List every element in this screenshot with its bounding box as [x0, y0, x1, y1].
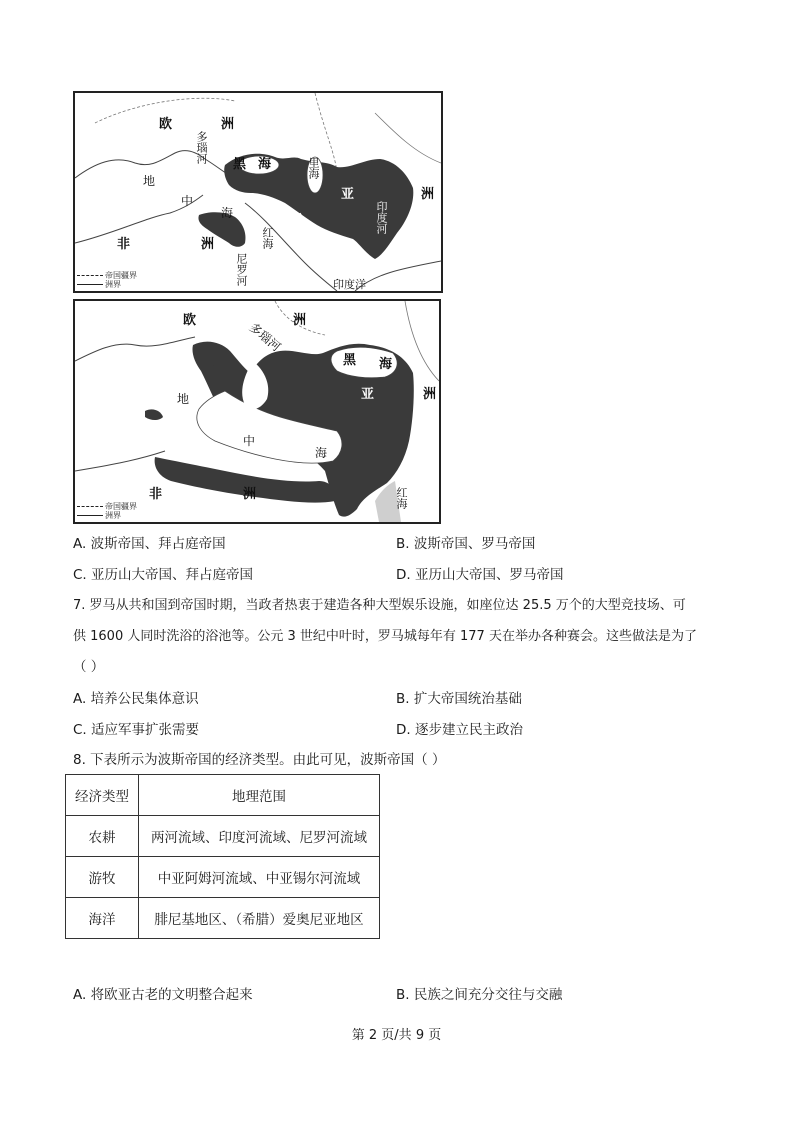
- q7-stem-line-2: 供 1600 人同时洗浴的浴池等。公元 3 世纪中叶时，罗马城每年有 177 天在举办各种赛会。这些做法是为了: [73, 629, 697, 644]
- map1-legend-continent: 洲界: [105, 280, 121, 289]
- map1-label-europe-2: 洲: [221, 117, 235, 132]
- map2-label-red-sea: 红海: [395, 487, 408, 509]
- table-header-row: [66, 775, 380, 816]
- table-cell: 腓尼基地区、（希腊）爱奥尼亚地区: [139, 898, 380, 939]
- q6-option-a: A. 波斯帝国、拜占庭帝国: [73, 536, 226, 552]
- map1-label-asia: 亚: [341, 187, 355, 202]
- map1-label-med-2: 中: [181, 194, 194, 208]
- table-cell: 游牧: [66, 857, 139, 898]
- map1-label-red-sea: 红海: [261, 227, 274, 249]
- table-cell: 农耕: [66, 816, 139, 857]
- map1-label-europe: 欧: [159, 117, 173, 132]
- table-row: [66, 816, 380, 857]
- page-number: 第 2 页/共 9 页: [351, 1028, 442, 1043]
- map1-label-nile: 尼罗河: [235, 253, 248, 286]
- map2-label-asia-2: 洲: [423, 387, 437, 402]
- table-row: [66, 898, 380, 939]
- map1-label-africa: 非: [117, 237, 131, 252]
- map2-label-asia: 亚: [361, 387, 375, 402]
- q7-option-a: A. 培养公民集体意识: [73, 691, 199, 707]
- map1-label-med-3: 海: [221, 206, 234, 220]
- map1-label-indian-ocean: 印度洋: [333, 278, 366, 291]
- q6-option-b: B. 波斯帝国、罗马帝国: [396, 536, 536, 552]
- map2-label-europe: 欧: [183, 313, 197, 328]
- map2-label-black-sea-2: 海: [379, 357, 393, 372]
- map2-legend: [77, 502, 137, 520]
- table-cell: 两河流域、印度河流域、尼罗河流域: [139, 816, 380, 857]
- map1-label-med: 地: [143, 174, 156, 188]
- map1-drawing: [75, 93, 441, 291]
- map1-label-indus: 印度河: [375, 201, 388, 234]
- economy-type-table: [65, 774, 380, 939]
- map1-label-danube: 多瑙河: [195, 131, 208, 164]
- map2-label-europe-2: 洲: [293, 313, 307, 328]
- q6-option-d: D. 亚历山大帝国、罗马帝国: [396, 567, 564, 583]
- q7-option-c: C. 适应军事扩张需要: [73, 722, 200, 738]
- q8-option-b: B. 民族之间充分交往与交融: [396, 987, 563, 1003]
- map2-label-med: 地: [177, 392, 190, 406]
- table-row: [66, 857, 380, 898]
- map2-label-africa: 非: [149, 487, 163, 502]
- q8-option-a: A. 将欧亚古老的文明整合起来: [73, 987, 253, 1003]
- table-header-cell: 经济类型: [66, 775, 139, 816]
- q7-stem-line-1: 7. 罗马从共和国到帝国时期，当政者热衷于建造各种大型娱乐设施，如座位达 25.5 万个的大型竞技场、可: [73, 598, 686, 613]
- map2-label-med-2: 中: [243, 434, 256, 448]
- map1-legend: [77, 271, 137, 289]
- map2-legend-continent: 洲界: [105, 511, 121, 520]
- map2-label-black-sea: 黑: [343, 353, 357, 368]
- table-cell: 中亚阿姆河流域、中亚锡尔河流域: [139, 857, 380, 898]
- q7-option-d: D. 逐步建立民主政治: [396, 722, 523, 738]
- table-cell: 海洋: [66, 898, 139, 939]
- table-header-cell: 地理范围: [139, 775, 380, 816]
- q6-option-c: C. 亚历山大帝国、拜占庭帝国: [73, 567, 254, 583]
- map1-label-black-sea: 黑: [233, 157, 247, 172]
- map1-label-africa-2: 洲: [201, 237, 215, 252]
- map2-legend-boundary: 帝国疆界: [105, 502, 137, 511]
- map2-label-med-3: 海: [315, 446, 328, 460]
- map1-label-caspian: 里海: [307, 157, 320, 179]
- q7-answer-blank: （ ）: [73, 659, 105, 675]
- q8-stem: 8. 下表所示为波斯帝国的经济类型。由此可见，波斯帝国（ ）: [73, 752, 446, 768]
- map1-label-asia-2: 洲: [421, 187, 435, 202]
- map-byzantine-empire: [73, 299, 441, 524]
- map2-label-danube: 多瑙河: [246, 320, 284, 355]
- map1-legend-boundary: 帝国疆界: [105, 271, 137, 280]
- map1-label-black-sea-2: 海: [258, 157, 272, 172]
- map-persian-empire: [73, 91, 443, 293]
- map2-label-africa-2: 洲: [243, 487, 257, 502]
- q7-option-b: B. 扩大帝国统治基础: [396, 691, 522, 707]
